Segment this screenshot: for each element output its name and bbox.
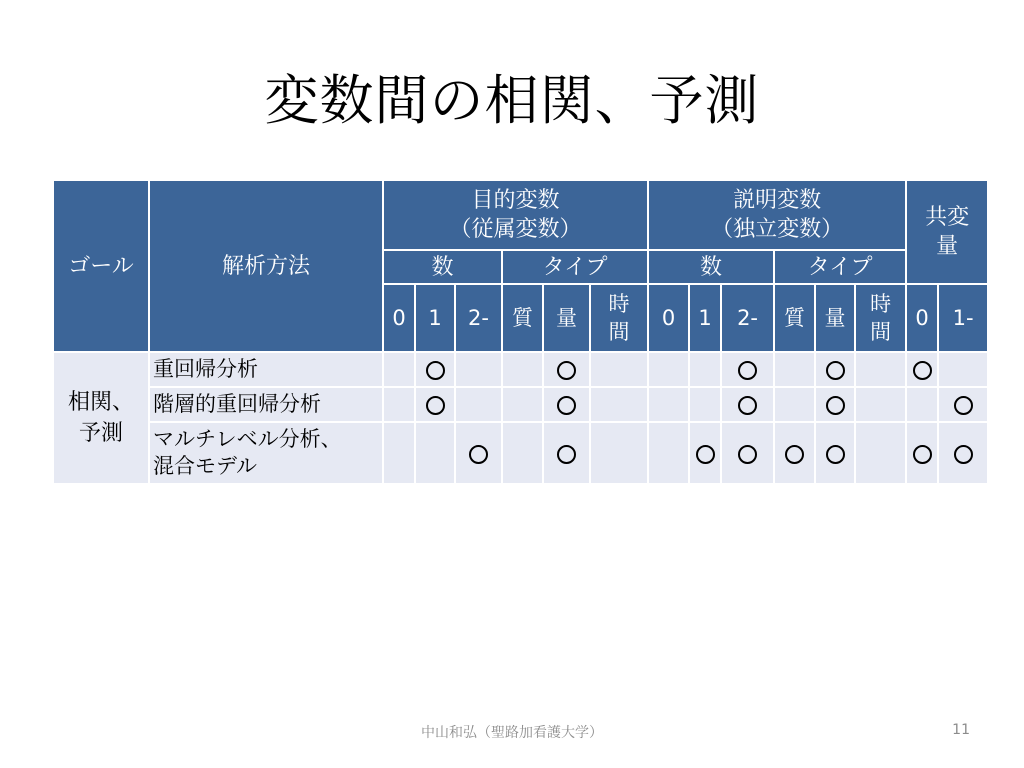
header-dep-count: 数 [383,250,502,284]
sub-header-cell: 量 [543,284,590,352]
header-covariate: 共変 量 [906,180,988,284]
mark-cell [815,422,855,484]
sub-header-cell: 2- [455,284,502,352]
mark-cell [906,422,938,484]
page-number: 11 [952,722,970,738]
mark-cell [815,387,855,422]
mark-cell [455,422,502,484]
method-cell: 階層的重回帰分析 [149,387,383,422]
sub-header-cell: 1 [415,284,455,352]
mark-cell [689,387,721,422]
header-goal: ゴール [53,180,149,352]
circle-mark-icon [469,445,488,464]
mark-cell [543,352,590,387]
mark-cell [383,387,415,422]
circle-mark-icon [696,445,715,464]
mark-cell [543,422,590,484]
mark-cell [721,352,774,387]
mark-cell [502,422,543,484]
circle-mark-icon [954,396,973,415]
mark-cell [721,387,774,422]
circle-mark-icon [738,445,757,464]
circle-mark-icon [557,445,576,464]
circle-mark-icon [785,445,804,464]
circle-mark-icon [954,445,973,464]
mark-cell [774,387,815,422]
header-dependent: 目的変数 （従属変数） [383,180,648,250]
mark-cell [648,387,689,422]
header-dep-type: タイプ [502,250,648,284]
sub-header-cell: 質 [502,284,543,352]
mark-cell [590,422,648,484]
mark-cell [415,352,455,387]
sub-header-cell: 時 間 [855,284,906,352]
mark-cell [774,352,815,387]
circle-mark-icon [913,445,932,464]
sub-header-cell: 0 [648,284,689,352]
mark-cell [689,422,721,484]
analysis-methods-table [52,179,989,485]
mark-cell [855,352,906,387]
mark-cell [855,422,906,484]
mark-cell [689,352,721,387]
method-cell: マルチレベル分析、 混合モデル [149,422,383,484]
mark-cell [455,352,502,387]
mark-cell [415,422,455,484]
sub-header-cell: 質 [774,284,815,352]
mark-cell [938,422,988,484]
mark-cell [815,352,855,387]
mark-cell [938,387,988,422]
sub-header-cell: 2- [721,284,774,352]
circle-mark-icon [557,396,576,415]
mark-cell [938,352,988,387]
sub-header-cell: 時 間 [590,284,648,352]
mark-cell [502,352,543,387]
mark-cell [590,387,648,422]
circle-mark-icon [826,445,845,464]
method-cell: 重回帰分析 [149,352,383,387]
mark-cell [455,387,502,422]
header-method: 解析方法 [149,180,383,352]
sub-header-cell: 0 [383,284,415,352]
circle-mark-icon [426,396,445,415]
header-independent: 説明変数 （独立変数） [648,180,906,250]
mark-cell [383,352,415,387]
header-ind-count: 数 [648,250,774,284]
goal-label: 相関、 予測 [53,352,149,484]
circle-mark-icon [426,361,445,380]
mark-cell [648,422,689,484]
mark-cell [415,387,455,422]
mark-cell [721,422,774,484]
circle-mark-icon [913,361,932,380]
circle-mark-icon [826,361,845,380]
slide-title: 変数間の相関、予測 [264,69,760,132]
mark-cell [502,387,543,422]
circle-mark-icon [738,361,757,380]
sub-header-cell: 1- [938,284,988,352]
circle-mark-icon [738,396,757,415]
mark-cell [855,387,906,422]
sub-header-cell: 0 [906,284,938,352]
sub-header-cell: 1 [689,284,721,352]
footer-author: 中山和弘（聖路加看護大学） [421,725,603,741]
mark-cell [590,352,648,387]
sub-header-cell: 量 [815,284,855,352]
mark-cell [648,352,689,387]
mark-cell [906,352,938,387]
mark-cell [383,422,415,484]
circle-mark-icon [557,361,576,380]
mark-cell [906,387,938,422]
mark-cell [543,387,590,422]
mark-cell [774,422,815,484]
circle-mark-icon [826,396,845,415]
header-ind-type: タイプ [774,250,906,284]
